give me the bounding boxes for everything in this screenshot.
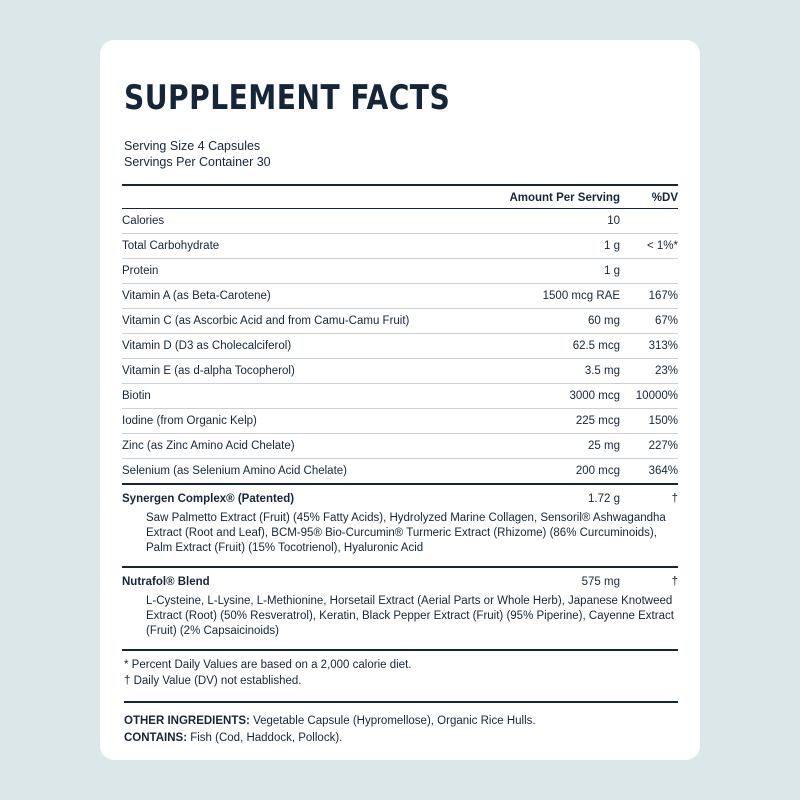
contains-value: Fish (Cod, Haddock, Pollock).	[187, 732, 343, 744]
blend-description-row	[122, 592, 678, 650]
nutrient-name: Vitamin D (D3 as Cholecalciferol)	[122, 334, 440, 359]
other-ingredients-section	[124, 701, 678, 747]
nutrient-amount: 1500 mcg RAE	[440, 284, 620, 309]
blend-description: Saw Palmetto Extract (Fruit) (45% Fatty Acids), Hydrolyzed Marine Collagen, Sensoril® Ashwagandha Extract (Root and Leaf), BCM-95® Bio-Curcumin® Turmeric Extract (Rhizome) (86% Curcuminoids), Palm Extract (Fruit) (15% Tocotrienol), Hyaluronic Acid	[146, 512, 666, 554]
nutrient-dv	[620, 259, 678, 284]
nutrient-dv: 167%	[620, 284, 678, 309]
page-title: SUPPLEMENT FACTS	[124, 78, 451, 118]
table-row	[122, 359, 678, 384]
nutrient-dv: 67%	[620, 309, 678, 334]
nutrient-name: Total Carbohydrate	[122, 234, 440, 259]
blend-name: Synergen Complex® (Patented)	[122, 484, 440, 509]
table-row	[122, 309, 678, 334]
nutrient-amount: 10	[440, 209, 620, 234]
nutrient-name: Vitamin A (as Beta-Carotene)	[122, 284, 440, 309]
table-row	[122, 459, 678, 485]
nutrient-name: Iodine (from Organic Kelp)	[122, 409, 440, 434]
nutrient-amount: 225 mcg	[440, 409, 620, 434]
contains-line	[124, 730, 678, 747]
nutrient-amount: 60 mg	[440, 309, 620, 334]
other-ingredients-value: Vegetable Capsule (Hypromellose), Organic Rice Hulls.	[249, 715, 536, 727]
table-row	[122, 409, 678, 434]
nutrient-amount: 3000 mcg	[440, 384, 620, 409]
blend-dv: †	[620, 567, 678, 592]
nutrient-name: Vitamin E (as d-alpha Tocopherol)	[122, 359, 440, 384]
table-row	[122, 234, 678, 259]
blend-row	[122, 567, 678, 592]
blend-description: L-Cysteine, L-Lysine, L-Methionine, Horsetail Extract (Aerial Parts or Whole Herb), Japanese Knotweed Extract (Root) (50% Resveratrol), Keratin, Black Pepper Extract (Fruit) (95% Piperine), Cayenne Extract (Fruit) (2% Capsaicinoids)	[122, 592, 678, 650]
column-header-amount: Amount Per Serving	[440, 185, 620, 209]
footnote-dagger: † Daily Value (DV) not established.	[124, 675, 302, 687]
blend-description-row	[122, 509, 678, 567]
nutrient-dv: 150%	[620, 409, 678, 434]
nutrient-dv: 10000%	[620, 384, 678, 409]
nutrient-dv: 23%	[620, 359, 678, 384]
blend-row	[122, 484, 678, 509]
table-row	[122, 434, 678, 459]
footnotes	[124, 657, 678, 689]
table-row	[122, 259, 678, 284]
nutrient-name: Zinc (as Zinc Amino Acid Chelate)	[122, 434, 440, 459]
nutrient-dv	[620, 209, 678, 234]
nutrient-amount: 62.5 mcg	[440, 334, 620, 359]
nutrient-dv: 227%	[620, 434, 678, 459]
table-header-row	[122, 185, 678, 209]
nutrient-amount: 25 mg	[440, 434, 620, 459]
nutrient-name: Vitamin C (as Ascorbic Acid and from Camu-Camu Fruit)	[122, 309, 440, 334]
serving-info	[124, 138, 678, 170]
servings-per-container: Servings Per Container 30	[124, 155, 271, 169]
contains-label: CONTAINS:	[124, 732, 188, 744]
nutrient-dv: < 1%*	[620, 234, 678, 259]
blend-amount: 575 mg	[440, 567, 620, 592]
table-row	[122, 384, 678, 409]
nutrient-name: Protein	[122, 259, 440, 284]
nutrient-amount: 1 g	[440, 234, 620, 259]
blend-name: Nutrafol® Blend	[122, 567, 440, 592]
nutrient-name: Selenium (as Selenium Amino Acid Chelate)	[122, 459, 440, 485]
other-ingredients-label: OTHER INGREDIENTS:	[124, 715, 250, 727]
footnote-percent-dv: * Percent Daily Values are based on a 2,000 calorie diet.	[124, 659, 412, 671]
supplement-facts-panel	[100, 40, 700, 760]
nutrient-amount: 3.5 mg	[440, 359, 620, 384]
table-row	[122, 334, 678, 359]
table-row	[122, 209, 678, 234]
blend-dv: †	[620, 484, 678, 509]
serving-size: Serving Size 4 Capsules	[124, 139, 261, 153]
nutrition-table-body	[122, 185, 678, 650]
nutrient-name: Biotin	[122, 384, 440, 409]
nutrient-amount: 1 g	[440, 259, 620, 284]
table-row	[122, 284, 678, 309]
column-header-name	[122, 185, 440, 209]
nutrient-amount: 200 mcg	[440, 459, 620, 485]
nutrient-name: Calories	[122, 209, 440, 234]
nutrition-table	[122, 184, 678, 651]
nutrient-dv: 313%	[620, 334, 678, 359]
column-header-dv: %DV	[620, 185, 678, 209]
blend-amount: 1.72 g	[440, 484, 620, 509]
other-ingredients-line	[124, 713, 678, 730]
nutrient-dv: 364%	[620, 459, 678, 485]
